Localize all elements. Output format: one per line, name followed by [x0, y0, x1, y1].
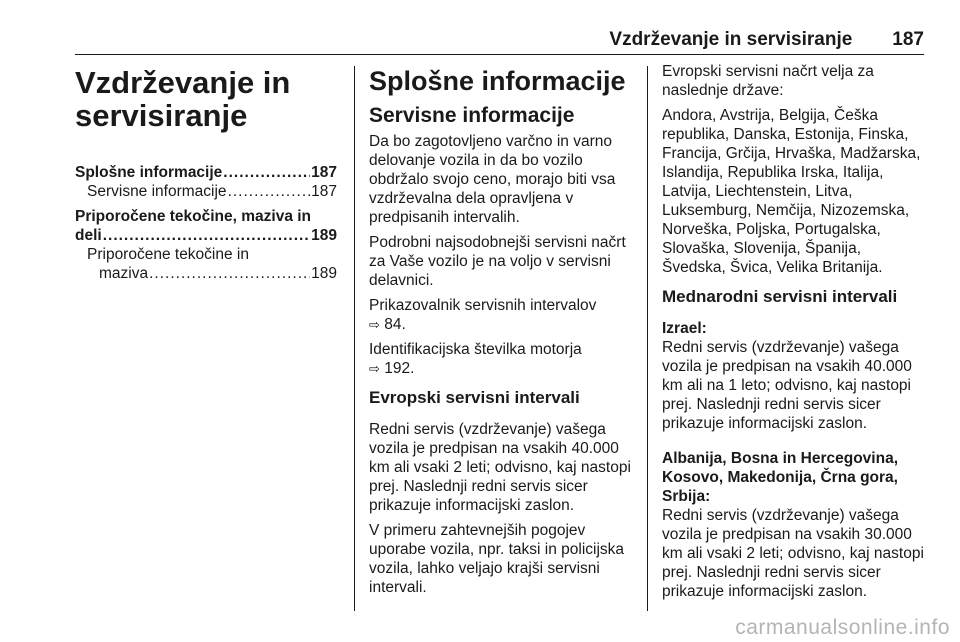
paragraph: Redni servis (vzdrževanje) vašega vozila je predpisan na vsakih 40.000 km ali vsaki 2 leti; odvisno, kaj nastopi prej. Naslednji redni servis sicer prikazuje informacijski zaslon. [369, 421, 631, 514]
balkan-label: Albanija, Bosna in Hercegovina, Kosovo, Makedonija, Črna gora, Srbija: [662, 450, 899, 505]
xref-link[interactable]: ⇨ 84. [369, 316, 406, 333]
paragraph: V primeru zahtevnejših pogojev uporabe vozila, npr. taksi in policijska vozila, lahko veljajo krajši servisni intervali. [369, 522, 625, 596]
toc-entry-lubricants-line1[interactable]: Priporočene tekočine in [87, 246, 249, 263]
page-header [75, 26, 924, 55]
paragraph: Redni servis (vzdrževanje) vašega vozila je predpisan na vsakih 40.000 km ali na 1 leto; odvisno, kaj nastopi prej. Naslednji redni servis sicer prikazuje informacijski zaslon. [662, 339, 912, 432]
page-number: 187 [892, 29, 924, 50]
toc-column [75, 62, 337, 283]
paragraph: Prikazovalnik servisnih intervalov ⇨ 84. [369, 297, 597, 333]
paragraph: Evropski servisni načrt velja za naslednje države: [662, 63, 874, 99]
toc-entry-fluids-line1[interactable]: Priporočene tekočine, maziva in [75, 208, 312, 225]
toc-entry-fluids[interactable]: deli ..... 189 [75, 226, 337, 245]
right-column [662, 62, 928, 607]
column-divider-1 [354, 66, 355, 611]
paragraph: Da bo zagotovljeno varčno in varno delovanje vozila in da bo vozilo obdržalo svojo ceno, morajo biti vsa vzdrževalna dela opravljena v predpisanih intervalih. [369, 133, 616, 226]
israel-label: Izrael: [662, 320, 707, 337]
euro-intervals-heading: Evropski servisni intervali [369, 388, 580, 407]
paragraph: Podrobni najsodobnejši servisni načrt za Vaše vozilo je na voljo v servisni delavnici. [369, 234, 626, 289]
paragraph: Identifikacijska številka motorja ⇨ 192. [369, 341, 582, 377]
country-list: Andora, Avstrija, Belgija, Češka republika, Danska, Estonija, Finska, Francija, Grčija, Hrvaška, Madžarska, Islandija, Republika Irska, Italija, Latvija, Liechtenstein, Litva, Luksemburg, Nemčija, Nizozemska, Norveška, Poljska, Portugalska, Slovaška, Slovenija, Španija, Švedska, Švica, Velika Britanija. [662, 107, 921, 276]
main-column [369, 62, 634, 603]
section-title: Splošne informacije [369, 66, 626, 96]
toc-entry-lubricants[interactable]: maziva ..... 189 [75, 264, 337, 283]
xref-link[interactable]: ⇨ 192. [369, 360, 415, 377]
chapter-title: Vzdrževanje in servisiranje [609, 29, 853, 50]
subsection-title: Servisne informacije [369, 104, 575, 127]
chapter-heading: Vzdrževanje in servisiranje [75, 65, 291, 133]
arrow-right-icon: ⇨ [369, 317, 380, 332]
watermark: carmanualsonline.info [735, 616, 950, 639]
toc-entry-service-info[interactable]: Servisne informacije ..... 187 [75, 182, 337, 201]
intl-intervals-heading: Mednarodni servisni intervali [662, 287, 898, 306]
arrow-right-icon: ⇨ [369, 361, 380, 376]
paragraph: Redni servis (vzdrževanje) vašega vozila je predpisan na vsakih 30.000 km ali vsaki 2 leti; odvisno, kaj nastopi prej. Naslednji redni servis sicer prikazuje informacijski zaslon. [662, 507, 924, 600]
toc-entry-general[interactable]: Splošne informacije ..... 187 [75, 163, 337, 182]
column-divider-2 [647, 66, 648, 611]
